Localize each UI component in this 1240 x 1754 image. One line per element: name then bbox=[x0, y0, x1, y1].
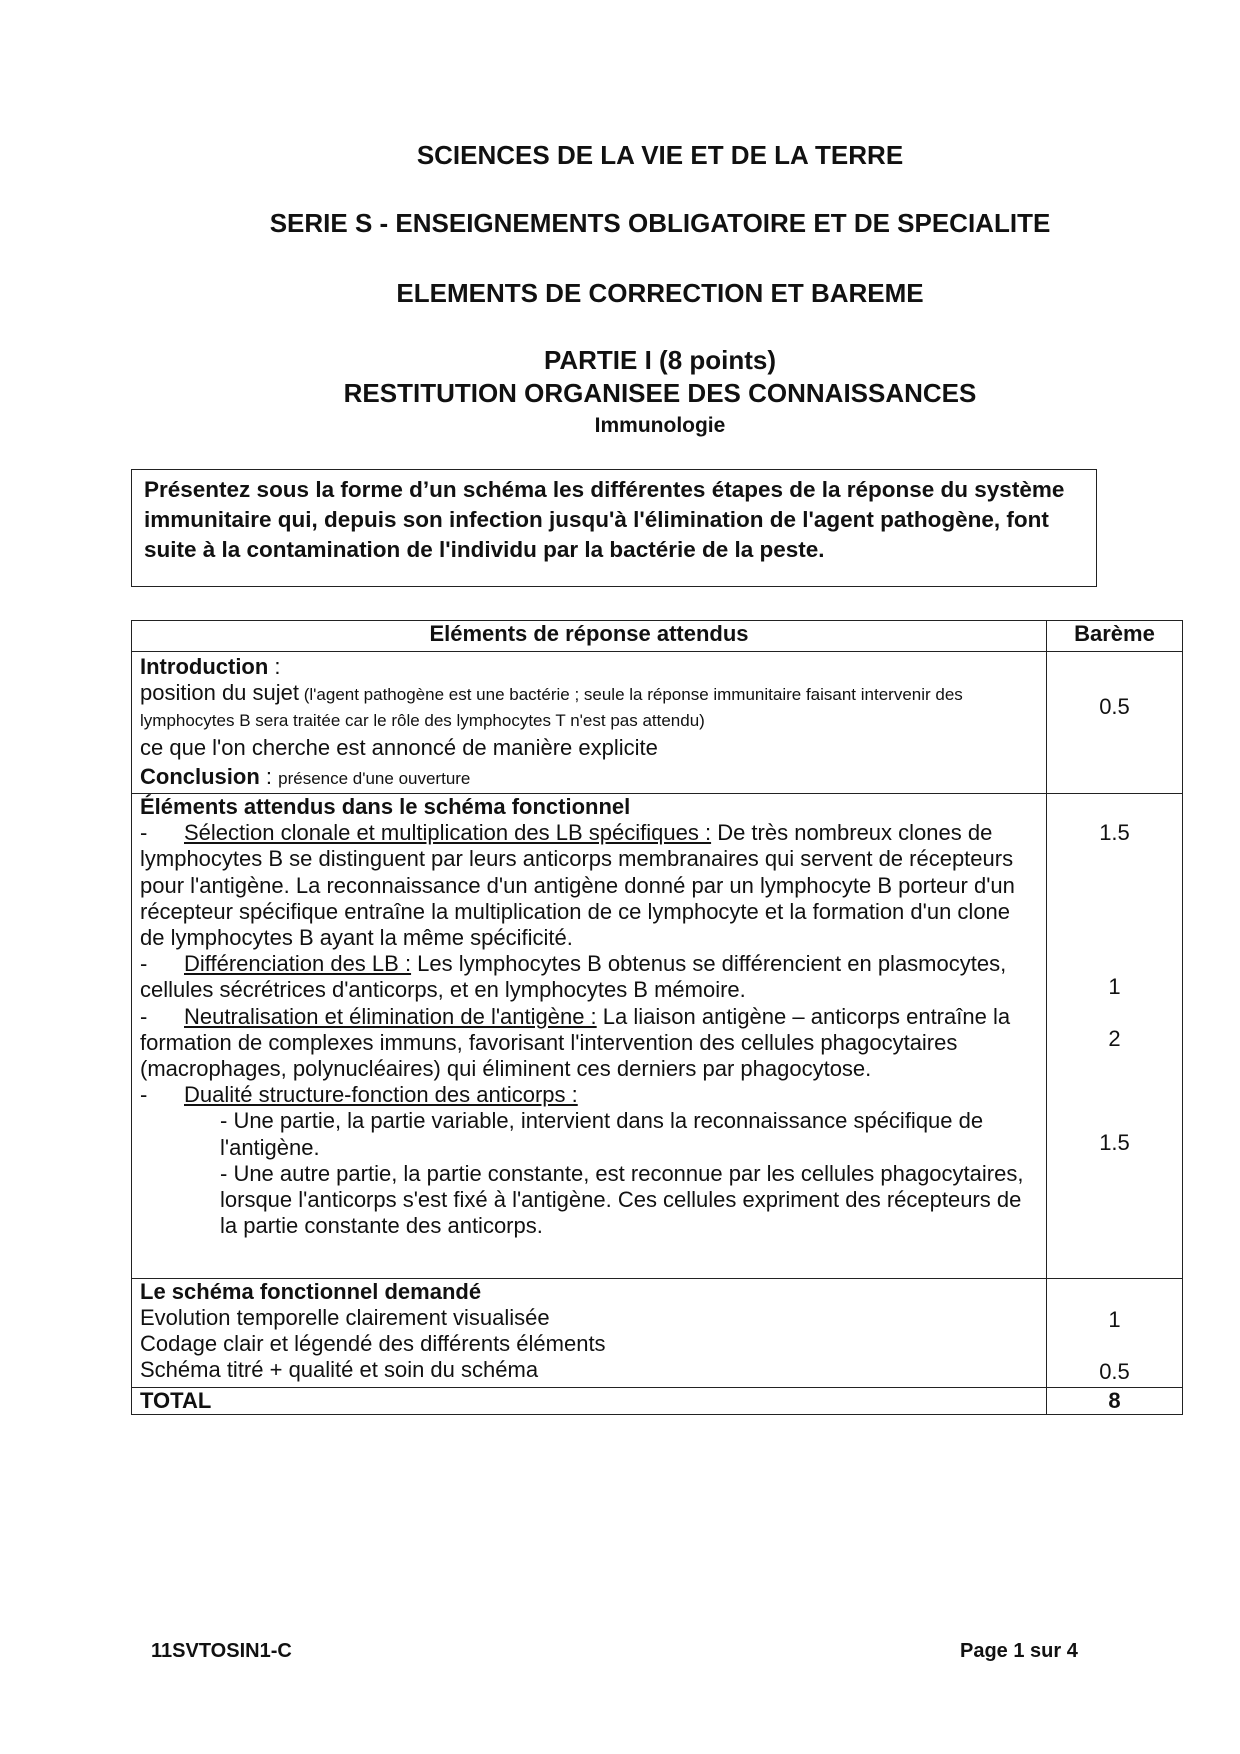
grading-table bbox=[131, 620, 1183, 1415]
item-text: La liaison antigène – anticorps entraîne la formation de complexes immuns, favorisant l'intervention des cellules phagocytaires (macrophages, polynucléaires) qui éliminent ces derniers par phagocytose. bbox=[140, 1003, 1011, 1082]
schema-item-4-sub2: - Une autre partie, la partie constante, est reconnue par les cellules phagocytaires, lorsque l'anticorps s'est fixé à l'antigène. Ces cellules expriment des récepteurs de la partie constante des anticorps. bbox=[220, 1160, 1024, 1239]
question-box: Présentez sous la forme d’un schéma les différentes étapes de la réponse du système immunitaire qui, depuis son infection jusqu'à l'élimination de l'agent pathogène, font suite à la contamination de l'individu par la bactérie de la peste. bbox=[131, 469, 1097, 587]
doc-series: SERIE S - ENSEIGNEMENTS OBLIGATOIRE ET DE SPECIALITE bbox=[269, 208, 1051, 238]
item-label: Différenciation des LB : bbox=[184, 951, 412, 977]
intro-title: Introduction bbox=[140, 654, 269, 679]
introduction-cell bbox=[132, 652, 1047, 794]
intro-colon: : bbox=[268, 654, 281, 679]
demande-line3: Schéma titré + qualité et soin du schéma bbox=[140, 1357, 539, 1382]
conclusion-title: Conclusion bbox=[140, 764, 260, 789]
score-item-3: 2 bbox=[1108, 1026, 1121, 1051]
item-label: Neutralisation et élimination de l'antigène : bbox=[184, 1003, 597, 1029]
demande-line1: Evolution temporelle clairement visualisée bbox=[140, 1305, 550, 1330]
document-code: 11SVTOSIN1-C bbox=[151, 1640, 292, 1662]
conclusion-text: présence d'une ouverture bbox=[278, 769, 471, 788]
schema-item-1 bbox=[140, 820, 1038, 951]
dash: - bbox=[140, 1082, 148, 1108]
dash: - bbox=[140, 951, 148, 977]
total-value: 8 bbox=[1046, 1388, 1182, 1415]
score-item-1: 1.5 bbox=[1099, 820, 1130, 845]
demande-score-cell bbox=[1046, 1279, 1182, 1388]
intro-score-cell bbox=[1046, 652, 1182, 794]
item-label: Sélection clonale et multiplication des LB spécifiques : bbox=[184, 820, 712, 846]
dash: - bbox=[140, 1003, 148, 1029]
item-label: Dualité structure-fonction des anticorps : bbox=[184, 1082, 578, 1108]
total-label: TOTAL bbox=[132, 1388, 1047, 1415]
demande-cell bbox=[132, 1279, 1047, 1388]
demande-score-1: 1 bbox=[1108, 1307, 1121, 1332]
table-row-schema bbox=[132, 794, 1183, 1279]
intro-line1-note: (l'agent pathogène est une bactérie ; seule la réponse immunitaire faisant intervenir des lymphocytes B sera traitée car le rôle des lymphocytes T n'est pas attendu) bbox=[140, 685, 963, 730]
intro-score: 0.5 bbox=[1099, 694, 1130, 719]
schema-item-4-sub1: - Une partie, la partie variable, intervient dans la reconnaissance spécifique de l'antigène. bbox=[220, 1108, 984, 1160]
intro-line1: position du sujet bbox=[140, 680, 299, 705]
demande-title: Le schéma fonctionnel demandé bbox=[140, 1279, 482, 1304]
header-elements: Eléments de réponse attendus bbox=[132, 621, 1047, 652]
conclusion-colon: : bbox=[259, 764, 279, 789]
section-title: RESTITUTION ORGANISEE DES CONNAISSANCES bbox=[343, 378, 977, 408]
item-text: De très nombreux clones de lymphocytes B se distinguent par leurs anticorps membranaires qui servent de récepteurs pour l'antigène. La reconnaissance d'un antigène donné par un lymphocyte B porteur d'un récepteur spécifique entraîne la multiplication de ce lymphocyte et la formation d'un clone de lymphocytes B ayant la même spécificité. bbox=[140, 820, 1015, 951]
demande-line2: Codage clair et légendé des différents éléments bbox=[140, 1331, 606, 1356]
schema-item-2 bbox=[140, 951, 1038, 1003]
schema-cell bbox=[132, 794, 1047, 1279]
page-number: Page 1 sur 4 bbox=[960, 1640, 1078, 1662]
doc-title: SCIENCES DE LA VIE ET DE LA TERRE bbox=[416, 140, 904, 170]
intro-line2: ce que l'on cherche est annoncé de manière explicite bbox=[140, 735, 658, 760]
table-row-demande bbox=[132, 1279, 1183, 1388]
score-item-4: 1.5 bbox=[1099, 1130, 1130, 1155]
table-header-row bbox=[132, 621, 1183, 652]
partie-title: PARTIE I (8 points) bbox=[543, 345, 777, 375]
table-row-introduction bbox=[132, 652, 1183, 794]
dash: - bbox=[140, 820, 148, 846]
topic-title: Immunologie bbox=[594, 414, 726, 437]
score-item-2: 1 bbox=[1108, 974, 1121, 999]
demande-score-2: 0.5 bbox=[1099, 1359, 1130, 1384]
table-row-total bbox=[132, 1388, 1183, 1415]
doc-subtitle: ELEMENTS DE CORRECTION ET BAREME bbox=[396, 278, 924, 308]
schema-score-cell bbox=[1046, 794, 1182, 1279]
item-text: Les lymphocytes B obtenus se différencient en plasmocytes, cellules sécrétrices d'anticorps, et en lymphocytes B mémoire. bbox=[140, 951, 1007, 1003]
header-bareme: Barème bbox=[1046, 621, 1182, 652]
schema-item-4 bbox=[140, 1082, 1038, 1108]
schema-title: Éléments attendus dans le schéma fonctionnel bbox=[140, 794, 631, 819]
schema-item-3 bbox=[140, 1004, 1038, 1083]
